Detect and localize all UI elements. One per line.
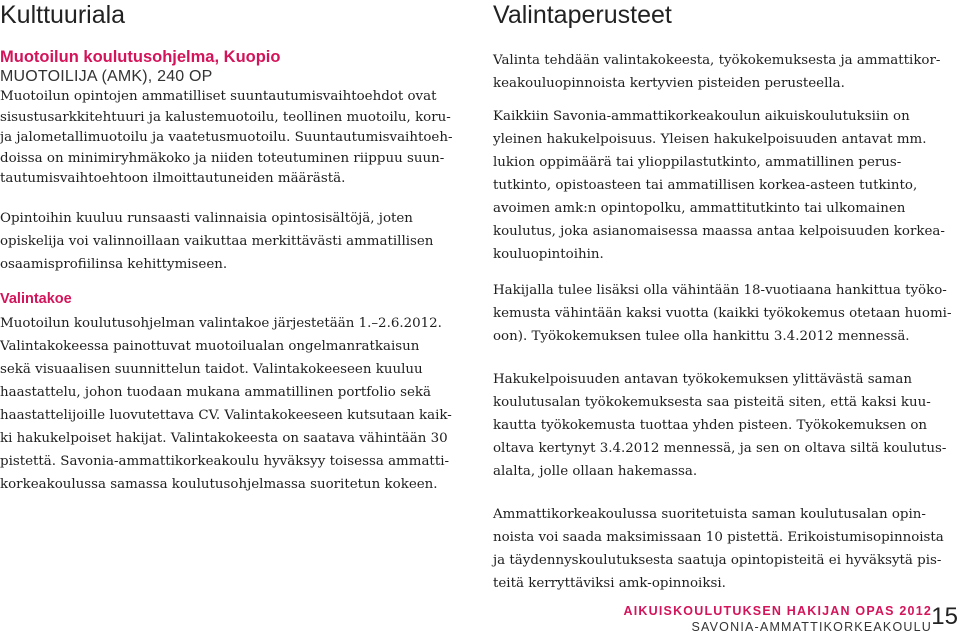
work-experience-paragraph [493,279,955,348]
text-line: tutkinto, opistoasteen tai ammatillisen korkea-asteen tutkinto, [493,178,918,193]
selection-basis-paragraph [493,49,955,95]
text-line: haastattelijoille luovutettava CV. Valintakokeeseen kutsutaan kaik- [0,407,452,423]
text-line: keakouluopinnoista kertyvien pisteiden perusteella. [493,76,845,91]
text-line: osaamisprofiilinsa kehittymiseen. [0,256,228,272]
text-line: korkeakoulussa samassa koulutusohjelmassa suoritetun kokeen. [0,476,438,492]
prior-studies-paragraph [493,503,955,595]
text-line: koulutus, joka asianomaisessa maassa antaa kelpoisuuden korkea- [493,224,945,239]
text-line: Valintakokeessa painottuvat muotoilualan ongelmanratkaisun [0,338,420,354]
text-line: alalta, jolle ollaan hakemassa. [493,464,698,479]
right-column [493,0,955,595]
text-line: Hakukelpoisuuden antavan työkokemuksen ylittävästä saman [493,372,912,387]
options-paragraph [0,207,470,276]
footer-institution: SAVONIA-AMMATTIKORKEAKOULU [691,620,932,634]
intro-paragraph [0,87,470,190]
footer-publication-title: AIKUISKOULUTUKSEN HAKIJAN OPAS 2012 [623,604,932,618]
text-line: Muotoilun opintojen ammatilliset suuntautumisvaihtoehdot ovat [0,89,437,104]
text-line: sekä visuaalisen suunnittelun taidot. Valintakokeeseen kuuluu [0,361,423,377]
page-number: 15 [931,603,958,630]
text-line: lukion oppimäärä tai ylioppilastutkinto, ammatillinen perus- [493,155,902,170]
left-column [0,0,470,496]
text-line: pistettä. Savonia-ammattikorkeakoulu hyväksyy toisessa ammatti- [0,453,450,469]
page-footer [624,603,932,635]
text-line: kemusta vähintään kaksi vuotta (kaikki työkokemus otetaan huomi- [493,306,952,321]
text-line: Hakijalla tulee lisäksi olla vähintään 18-vuotiaana hankittua työko- [493,283,947,298]
eligibility-paragraph [493,105,955,266]
program-title: Muotoilun koulutusohjelma, Kuopio [0,48,281,66]
valintakoe-paragraph [0,312,470,496]
text-line: ja jalometallimuotoilu ja vaatetusmuotoilu. Suuntautumisvaihtoeh- [0,130,453,145]
text-line: opiskelija voi valinnoillaan vaikuttaa merkittävästi ammatillisen [0,233,434,249]
text-line: kautta työkokemusta tuottaa yhden pisteen. Työkokemuksen on [493,418,928,433]
text-line: avoimen amk:n opintopolku, ammattitutkinto tai ulkomainen [493,201,906,216]
text-line: noista voi saada maksimissaan 10 pistettä. Erikoistumisopinnoista [493,530,944,545]
section-heading-kulttuuriala: Kulttuuriala [0,1,126,29]
text-line: oltava kertynyt 3.4.2012 mennessä, ja sen on oltava siltä koulutus- [493,441,947,456]
text-line: doissa on minimiryhmäkoko ja niiden toteutuminen riippuu suun- [0,150,445,166]
text-line: Opintoihin kuuluu runsaasti valinnaisia opintosisältöjä, joten [0,210,413,226]
text-line: koulutusalan työkokemuksesta saa pisteitä siten, että kaksi kuu- [493,395,931,410]
text-line: yleinen hakukelpoisuus. Yleisen hakukelpoisuuden antavat mm. [493,132,927,147]
text-line: haastattelu, johon tuodaan mukana ammatillinen portfolio sekä [0,384,431,400]
program-degree: MUOTOILIJA (AMK), 240 OP [0,68,213,85]
section-heading-valintaperusteet: Valintaperusteet [493,1,672,29]
text-line: kouluopintoihin. [493,247,604,262]
text-line: sisustusarkkitehtuuri ja kalustemuotoilu, teollinen muotoilu, koru- [0,109,451,125]
valintakoe-heading: Valintakoe [0,290,72,307]
text-line: ja täydennyskoulutuksesta saatuja opintopisteitä ei hyväksytä pis- [493,553,942,568]
text-line: Valinta tehdään valintakokeesta, työkokemuksesta ja ammattikor- [493,53,941,68]
text-line: oon). Työkokemuksen tulee olla hankittu 3.4.2012 mennessä. [493,329,910,344]
text-line: ki hakukelpoiset hakijat. Valintakokeesta on saatava vähintään 30 [0,430,448,446]
text-line: tautumisvaihtoehtoon ilmoittautuneiden määrästä. [0,171,346,186]
text-line: teitä kerryttäviksi amk-opinnoiksi. [493,576,726,591]
text-line: Kaikkiin Savonia-ammattikorkeakoulun aikuiskoulutuksiin on [493,109,910,124]
text-line: Muotoilun koulutusohjelman valintakoe järjestetään 1.–2.6.2012. [0,315,442,331]
extra-experience-paragraph [493,368,955,483]
text-line: Ammattikorkeakoulussa suoritetuista saman koulutusalan opin- [493,507,926,522]
